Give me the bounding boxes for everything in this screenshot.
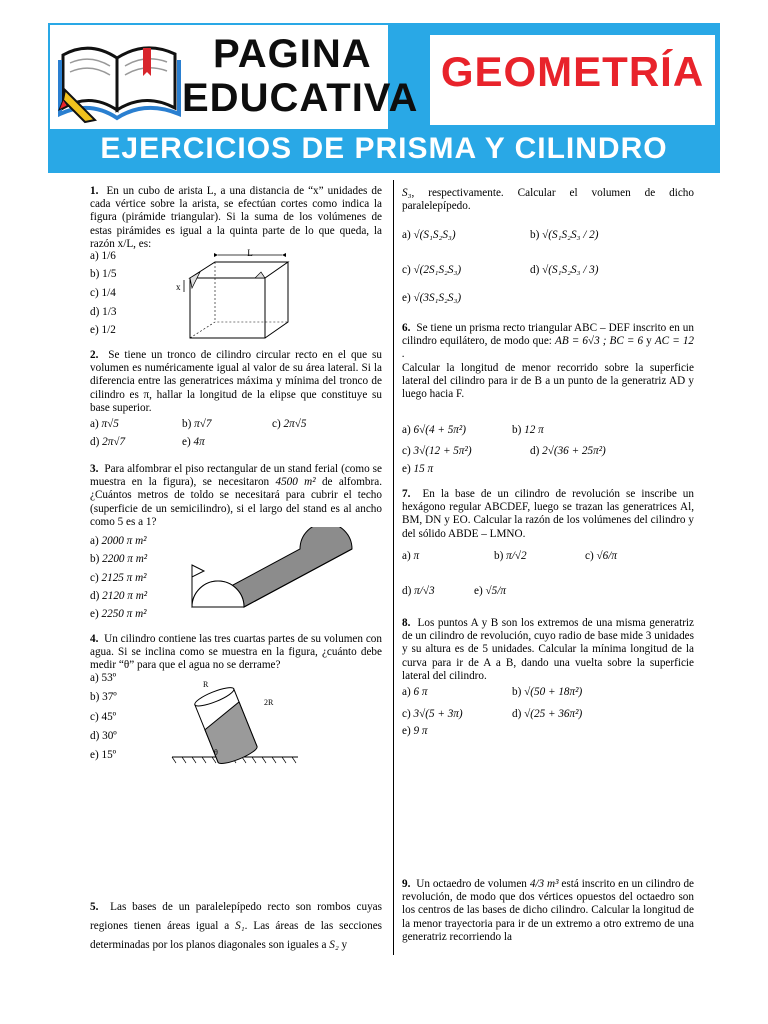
p6-option-b: b) 12 π (512, 424, 544, 436)
cyl-label-2R: 2R (264, 698, 274, 707)
p5-option-b: b) √(S₁S₂S₃ / 2) (530, 229, 599, 241)
subject-title: GEOMETRÍA (440, 48, 705, 95)
problem-8 (402, 617, 694, 683)
problem-3-text-b: de alfombra. ¿Cuántos metros de toldo se necesitará para cubrir el techo (superficie de un semicilindro), si el largo del stand es al ancho como 5 es a 1? (90, 476, 383, 528)
cyl-label-theta: θ (214, 748, 218, 757)
p4-option-c: c) 45º (90, 711, 117, 723)
problem-5-text-b: . Las áreas de las secciones determinadas por los planos diagonales son iguales a (90, 920, 383, 951)
p3-option-a: a) 2000 π m² (90, 535, 147, 547)
problem-7 (402, 488, 694, 541)
problem-6 (402, 322, 694, 401)
problem-6-text-b: Calcular la longitud de menor recorrido sobre la superficie lateral del cilindro para ir de B a un punto de la generatriz AD y luego hacia F. (402, 361, 694, 401)
p5-option-e: e) √(3S₁S₂S₃) (402, 292, 462, 304)
p7-option-e: e) √5/π (474, 585, 506, 597)
p5-s3: S₃ (402, 187, 412, 199)
problem-3-text-a: Para alfombrar el piso rectangular de un stand ferial (como se muestra en la figura), se necesitaron (90, 463, 382, 489)
problem-4-text: Un cilindro contiene las tres cuartas partes de su volumen con agua. Si se inclina como se muestra en la figura, ¿cuánto debe medir “θ” para que el agua no se derrame? (90, 633, 382, 672)
p5-option-a: a) √(S₁S₂S₃) (402, 229, 456, 241)
p1-option-a: a) 1/6 (90, 250, 116, 262)
problem-4 (90, 633, 382, 673)
p8-option-d: d) √(25 + 36π²) (512, 708, 583, 720)
book-logo-icon (55, 30, 185, 125)
p4-option-a: a) 53º (90, 672, 117, 684)
p7-option-a: a) π (402, 550, 420, 562)
column-divider (393, 180, 394, 955)
problem-9 (402, 878, 694, 944)
problem-1-text: En un cubo de arista L, a una distancia de “x” unidades de cada vértice sobre la arista, se efectúan cortes como indica la figura (pirámide triangular). Si la suma de los volúmenes de estas pirámides es igual a la quinta parte de lo que queda, la razón x/L, es: (90, 185, 382, 250)
p4-option-d: d) 30º (90, 730, 117, 742)
p8-option-a: a) 6 π (402, 686, 428, 698)
p6-option-e: e) 15 π (402, 463, 434, 475)
cyl-label-R: R (203, 680, 209, 689)
p2-option-e: e) 4π (182, 436, 205, 448)
p4-option-b: b) 37º (90, 691, 117, 703)
p1-option-d: d) 1/3 (90, 306, 117, 318)
p8-option-e: e) 9 π (402, 725, 428, 737)
problem-5-text-c: , respectivamente. Calcular el volumen de dicho paralelepípedo. (402, 187, 694, 213)
p6-cond1: AB = 6√3 ; BC = 6 (554, 335, 644, 348)
problem-7-number: 7. (402, 488, 411, 500)
semicylinder-figure (182, 527, 382, 619)
p2-option-d: d) 2π√7 (90, 436, 126, 448)
p4-option-e: e) 15º (90, 749, 117, 761)
p6-option-a: a) 6√(4 + 5π²) (402, 424, 466, 436)
p2-option-b: b) π√7 (182, 418, 212, 430)
problem-8-number: 8. (402, 617, 411, 629)
p9-volume: 4/3 m³ (529, 878, 559, 890)
p1-option-c: c) 1/4 (90, 287, 116, 299)
p3-option-e: e) 2250 π m² (90, 608, 147, 620)
p5-option-c: c) √(2S₁S₂S₃) (402, 264, 462, 276)
problem-8-text: Los puntos A y B son los extremos de una misma generatriz de un cilindro de revolución, cuyo radio de base mide 3 unidades y su altura es de 5 unidades. Calcular la mínima longitud de la curva para ir de A a B, dando una vuelta sobre la superficie lateral del cilindro. (402, 617, 695, 682)
cube-label-L: L (247, 248, 253, 258)
cube-figure (170, 248, 300, 343)
problem-5-text-a: Las bases de un paralelepípedo recto son rombos cuyas regiones tienen áreas igual a (90, 901, 383, 932)
cube-label-x: x (176, 282, 181, 292)
problem-3-number: 3. (90, 463, 99, 475)
page-title: EJERCICIOS DE PRISMA Y CILINDRO (100, 132, 668, 165)
p5-option-d: d) √(S₁S₂S₃ / 3) (530, 264, 599, 276)
p1-option-e: e) 1/2 (90, 324, 116, 336)
problem-2-text: Se tiene un tronco de cilindro circular recto en el que su volumen es numéricamente igual al valor de su área lateral. Si la diferencia entre las generatrices máxima y mínima del tronco de cilindro es π, hallar la longitud de la elipse que constituye su base superior. (90, 349, 383, 414)
problem-1-number: 1. (90, 185, 99, 197)
problem-5-continued (402, 187, 694, 213)
problem-2 (90, 349, 382, 415)
problem-6-text-a: Se tiene un prisma recto triangular ABC – DEF inscrito en un cilindro equilátero, de modo que: (402, 322, 694, 348)
p5-s2: S₂ (329, 939, 339, 951)
p2-option-c: c) 2π√5 (272, 418, 307, 430)
p2-option-a: a) π√5 (90, 418, 119, 430)
problem-9-number: 9. (402, 878, 411, 890)
p3-option-b: b) 2200 π m² (90, 553, 148, 565)
problem-6-number: 6. (402, 322, 411, 334)
problem-7-text: En la base de un cilindro de revolución se inscribe un hexágono regular ABCDEF, luego se trazan las generatrices Al, BM, DN y EO. Calcular la razón de los volúmenes del cilindro y del sólido ABDE – LMNO. (402, 488, 694, 540)
problem-5 (90, 898, 382, 955)
problem-9-text-b: está inscrito en un cilindro de revolución, de modo que dos vértices opuestos del octaedro son los centros de las bases de dicho cilindro. Calcular la longitud de la menor trayectoria para ir de un extremo a otro extremo de una generatriz recorriendo la (402, 878, 695, 943)
p7-option-d: d) π/√3 (402, 585, 435, 597)
problem-4-number: 4. (90, 633, 99, 645)
tilted-cylinder-figure (170, 675, 300, 770)
problem-5-number: 5. (90, 901, 99, 913)
p5-y: y (341, 939, 348, 951)
p8-option-b: b) √(50 + 18π²) (512, 686, 583, 698)
p6-cond2: AC = 12 . (402, 335, 695, 361)
p7-option-c: c) √6/π (585, 550, 617, 562)
p3-option-d: d) 2120 π m² (90, 590, 148, 602)
p8-option-c: c) 3√(5 + 3π) (402, 708, 463, 720)
p6-y: y (646, 335, 652, 348)
problem-3 (90, 463, 382, 529)
p5-s1: S₁ (235, 920, 245, 932)
p3-area: 4500 m² (275, 476, 316, 489)
p7-option-b: b) π/√2 (494, 550, 527, 562)
p1-option-b: b) 1/5 (90, 268, 117, 280)
brand-line-1: PAGINA (213, 32, 372, 76)
brand-line-2: EDUCATIVA (182, 76, 419, 120)
problem-2-number: 2. (90, 349, 99, 361)
p3-option-c: c) 2125 π m² (90, 572, 147, 584)
problem-1 (90, 185, 382, 251)
problem-9-text-a: Un octaedro de volumen (416, 878, 527, 890)
p6-option-d: d) 2√(36 + 25π²) (530, 445, 606, 457)
p6-option-c: c) 3√(12 + 5π²) (402, 445, 472, 457)
